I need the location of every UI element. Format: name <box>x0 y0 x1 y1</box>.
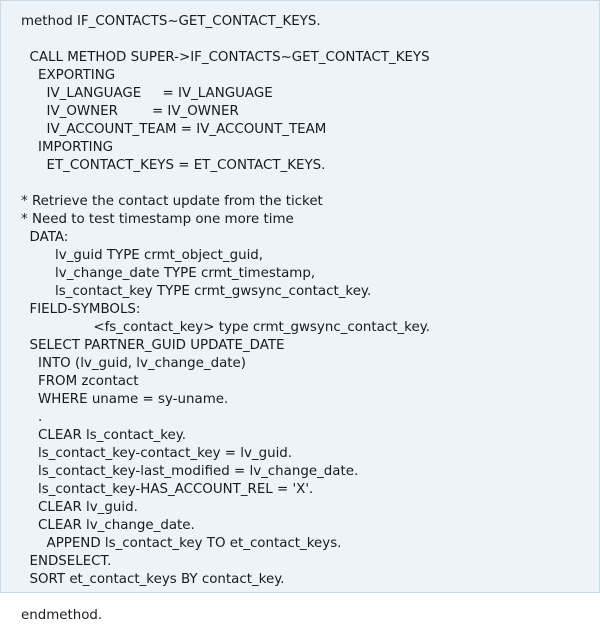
code-line: method IF_CONTACTS~GET_CONTACT_KEYS. <box>21 14 321 29</box>
code-lines <box>1 1 599 625</box>
code-line: IMPORTING <box>21 140 113 155</box>
code-line: APPEND ls_contact_key TO et_contact_keys. <box>21 536 342 551</box>
code-line: FIELD-SYMBOLS: <box>21 302 141 317</box>
code-line <box>21 175 599 193</box>
code-line: INTO (lv_guid, lv_change_date) <box>21 356 246 371</box>
code-line: ls_contact_key-contact_key = lv_guid. <box>21 446 293 461</box>
code-line: EXPORTING <box>21 68 116 83</box>
code-line: endmethod. <box>21 608 103 623</box>
code-line: ENDSELECT. <box>21 554 112 569</box>
code-line: IV_LANGUAGE = IV_LANGUAGE <box>21 86 273 101</box>
code-line: lv_change_date TYPE crmt_timestamp, <box>21 266 316 281</box>
code-line: FROM zcontact <box>21 374 139 389</box>
code-line: SORT et_contact_keys BY contact_key. <box>21 572 285 587</box>
code-line: * Need to test timestamp one more time <box>21 212 294 227</box>
code-line: ls_contact_key TYPE crmt_gwsync_contact_key. <box>21 284 372 299</box>
code-line <box>21 31 599 49</box>
code-line: SELECT PARTNER_GUID UPDATE_DATE <box>21 338 285 353</box>
code-line: WHERE uname = sy-uname. <box>21 392 229 407</box>
code-line: ls_contact_key-last_modified = lv_change_date. <box>21 464 359 479</box>
code-line: . <box>21 410 43 425</box>
code-line: CALL METHOD SUPER->IF_CONTACTS~GET_CONTACT_KEYS <box>21 50 430 65</box>
code-line: IV_OWNER = IV_OWNER <box>21 104 239 119</box>
code-line: * Retrieve the contact update from the ticket <box>21 194 323 209</box>
code-line <box>21 589 599 607</box>
code-line: <fs_contact_key> type crmt_gwsync_contact_key. <box>21 320 430 335</box>
code-line: CLEAR lv_guid. <box>21 500 138 515</box>
code-line: ET_CONTACT_KEYS = ET_CONTACT_KEYS. <box>21 158 326 173</box>
code-line: DATA: <box>21 230 69 245</box>
code-line: CLEAR lv_change_date. <box>21 518 195 533</box>
code-line: ls_contact_key-HAS_ACCOUNT_REL = 'X'. <box>21 482 314 497</box>
code-line: IV_ACCOUNT_TEAM = IV_ACCOUNT_TEAM <box>21 122 327 137</box>
code-line: lv_guid TYPE crmt_object_guid, <box>21 248 264 263</box>
code-line: CLEAR ls_contact_key. <box>21 428 187 443</box>
